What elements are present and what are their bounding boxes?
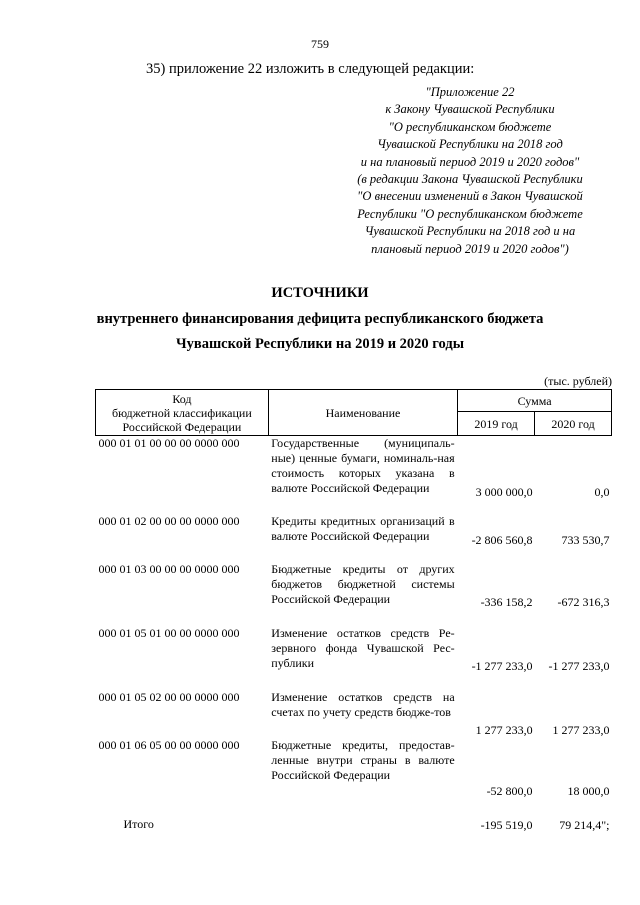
row-name: Изменение остатков средств на счетах по учету средств бюдже-тов	[271, 689, 455, 719]
header-sum: Сумма	[458, 390, 612, 412]
annex-line: Чувашской Республики на 2018 год и на	[364, 224, 576, 239]
row-code: 000 01 06 05 00 00 0000 000	[98, 737, 240, 752]
annex-line: "Приложение 22	[425, 85, 515, 99]
annex-line: и на плановый период 2019 и 2020 годов"	[360, 154, 580, 169]
page-number: 759	[311, 37, 329, 51]
row-name: Кредиты кредитных организаций в валюте Российской Федерации	[271, 513, 455, 543]
total-value-2020: 79 214,4";	[559, 817, 610, 832]
table-row	[96, 514, 612, 548]
table-row	[96, 562, 612, 610]
row-value-2020: 0,0	[594, 484, 610, 499]
row-value-2020: -1 277 233,0	[548, 658, 610, 673]
row-name: Изменение остатков средств Ре-зервного фонда Чувашской Рес-публики	[271, 625, 455, 670]
row-code: 000 01 05 02 00 00 0000 000	[98, 689, 240, 704]
table-row	[96, 436, 612, 500]
row-value-2020: 18 000,0	[567, 783, 610, 798]
row-value-2019: 1 277 233,0	[475, 722, 533, 737]
header-code	[96, 390, 269, 436]
header-year-2020: 2020 год	[535, 412, 612, 436]
row-value-2020: 1 277 233,0	[552, 722, 610, 737]
row-name: Бюджетные кредиты, предостав-ленные внутри страны в валюте Российской Федерации	[271, 737, 455, 782]
financing-sources-table	[95, 389, 612, 833]
row-code: 000 01 02 00 00 00 0000 000	[98, 513, 240, 528]
table-row	[96, 626, 612, 674]
annex-line: к Закону Чувашской Республики	[385, 102, 555, 117]
row-name: Бюджетные кредиты от других бюджетов бюджетной системы Российской Федерации	[271, 561, 455, 606]
annex-line: "О внесении изменений в Закон Чувашской	[357, 189, 583, 204]
table-row	[96, 738, 612, 799]
units-note: (тыс. рублей)	[544, 374, 612, 388]
annex-reference	[330, 84, 610, 258]
annex-line: (в редакции Закона Чувашской Республики	[357, 172, 583, 187]
document-subtitle-2: Чувашской Республики на 2019 и 2020 годы	[175, 336, 465, 352]
row-value-2020: 733 530,7	[561, 532, 610, 547]
total-label: Итого	[123, 816, 154, 831]
annex-line: "О республиканском бюджете	[388, 119, 552, 134]
amendment-intro: 35) приложение 22 изложить в следующей редакции:	[146, 61, 475, 77]
total-row	[96, 817, 612, 833]
row-code: 000 01 03 00 00 00 0000 000	[98, 561, 240, 576]
row-value-2019: -2 806 560,8	[471, 532, 533, 547]
row-name: Государственные (муниципаль-ные) ценные бумаги, номиналь-ная стоимость которых указана в валюте Российской Федерации	[271, 436, 455, 495]
annex-line: Республики "О республиканском бюджете	[357, 206, 583, 221]
header-code-line: бюджетной классификации	[112, 405, 252, 420]
header-code-line: Российской Федерации	[122, 419, 242, 434]
row-value-2019: 3 000 000,0	[475, 484, 533, 499]
table-row	[96, 690, 612, 738]
header-code-line: Код	[172, 391, 192, 406]
total-value-2019: -195 519,0	[480, 817, 533, 832]
header-name: Наименование	[268, 390, 457, 436]
row-value-2020: -672 316,3	[557, 594, 610, 609]
annex-line: Чувашской Республики на 2018 год	[377, 137, 563, 152]
annex-line: плановый период 2019 и 2020 годов")	[371, 241, 569, 256]
header-year-2019: 2019 год	[458, 412, 535, 436]
row-code: 000 01 05 01 00 00 0000 000	[98, 625, 240, 640]
document-subtitle: внутреннего финансирования дефицита республиканского бюджета	[96, 311, 544, 327]
row-code: 000 01 01 00 00 00 0000 000	[98, 436, 240, 450]
row-value-2019: -52 800,0	[486, 783, 533, 798]
row-value-2019: -1 277 233,0	[471, 658, 533, 673]
document-title: ИСТОЧНИКИ	[271, 285, 369, 301]
row-value-2019: -336 158,2	[480, 594, 533, 609]
